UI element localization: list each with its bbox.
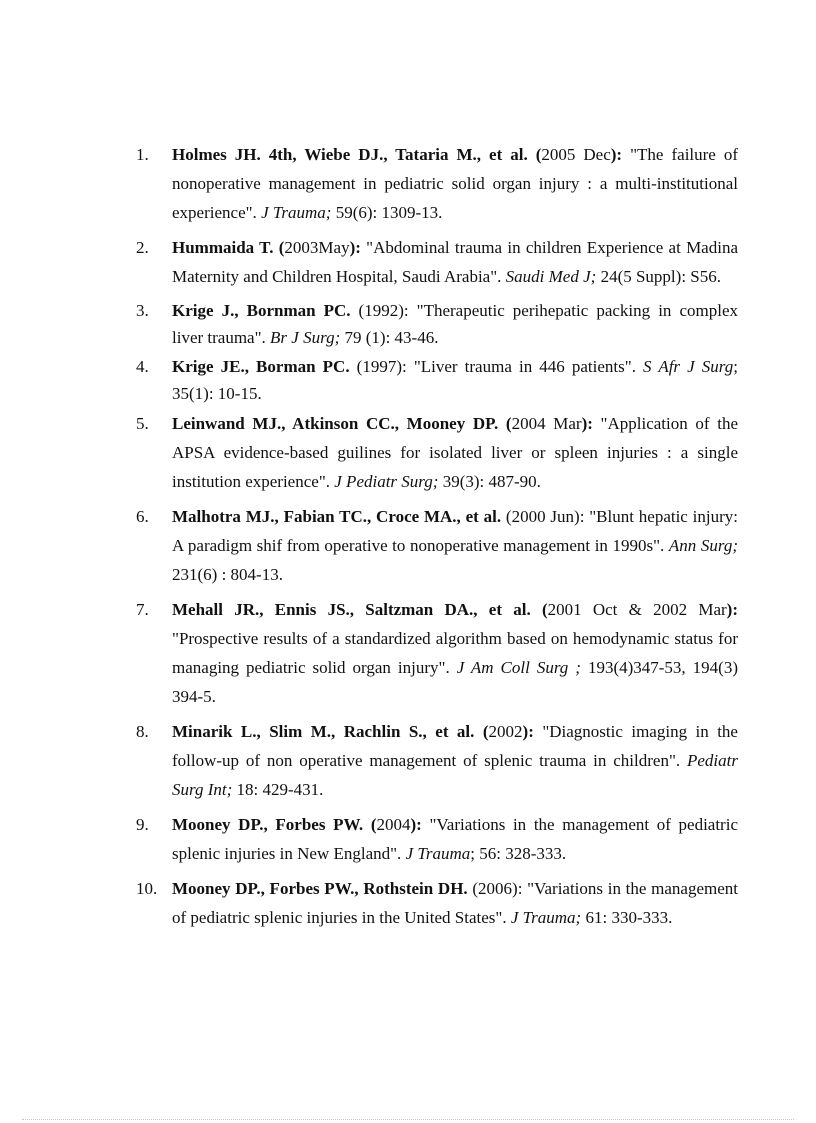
reference-authors: Mooney DP., Forbes PW., Rothstein DH. (172, 879, 468, 898)
reference-journal: Pediatr Surg Int; (172, 751, 738, 799)
reference-number: 5. (136, 414, 149, 433)
reference-date: 2004 Mar (511, 414, 582, 433)
reference-separator: ): (581, 414, 601, 433)
reference-item (136, 874, 738, 932)
reference-date: 2001 Oct & 2002 Mar (547, 600, 727, 619)
reference-number: 9. (136, 815, 149, 834)
reference-authors: Leinwand MJ., Atkinson CC., Mooney DP. ( (172, 414, 512, 433)
reference-separator: ): (349, 238, 367, 257)
page-bottom-rule (22, 1119, 794, 1120)
reference-title: "Variations in the management of pediatric splenic injuries in the United States". (172, 879, 738, 927)
reference-separator: ): (522, 722, 543, 741)
reference-separator: : (517, 879, 528, 898)
reference-title: "Prospective results of a standardized algorithm based on hemodynamic status for managing pediatric solid organ injury". (172, 629, 738, 677)
reference-number: 1. (136, 145, 149, 164)
reference-title: "Diagnostic imaging in the follow-up of non operative management of splenic trauma in children". (172, 722, 738, 770)
reference-authors: Holmes JH. 4th, Wiebe DJ., Tataria M., et al. ( (172, 145, 542, 164)
reference-item (136, 140, 738, 227)
reference-item (136, 502, 738, 589)
reference-date: (1992) (350, 301, 404, 320)
reference-journal: J Trauma; (510, 908, 582, 927)
reference-date: 2003May (284, 238, 350, 257)
reference-number: 3. (136, 301, 149, 320)
reference-item (136, 810, 738, 868)
reference-number: 6. (136, 507, 149, 526)
reference-journal: J Am Coll Surg ; (456, 658, 581, 677)
reference-number: 4. (136, 357, 149, 376)
reference-date: (2006) (467, 879, 518, 898)
reference-details: ; 56: 328-333. (470, 844, 567, 863)
reference-authors: Mehall JR., Ennis JS., Saltzman DA., et al. ( (172, 600, 548, 619)
reference-details: 61: 330-333. (581, 908, 673, 927)
reference-separator: : (403, 301, 417, 320)
reference-authors: Minarik L., Slim M., Rachlin S., et al. ( (172, 722, 489, 741)
reference-item (136, 297, 738, 351)
reference-number: 8. (136, 722, 149, 741)
reference-date: (2000 Jun) (501, 507, 580, 526)
reference-details: 193(4)347-53, 194(3) 394-5. (172, 658, 738, 706)
reference-date: 2002 (488, 722, 523, 741)
reference-title: "The failure of nonoperative management in pediatric solid organ injury : a multi-institutional experience". (172, 145, 739, 222)
reference-number: 7. (136, 600, 149, 619)
reference-separator: ): (610, 145, 631, 164)
reference-item (136, 353, 738, 407)
reference-details: ; 35(1): 10-15. (172, 357, 738, 403)
reference-journal: Saudi Med J; (505, 267, 597, 286)
reference-details: 39(3): 487-90. (438, 472, 541, 491)
reference-separator: : (402, 357, 414, 376)
reference-item (136, 409, 738, 496)
reference-details: 231(6) : 804-13. (172, 565, 283, 584)
reference-authors: Mooney DP., Forbes PW. ( (172, 815, 377, 834)
reference-details: 18: 429-431. (232, 780, 324, 799)
reference-item (136, 595, 738, 711)
reference-date: (1997) (349, 357, 402, 376)
reference-journal: J Trauma (405, 844, 471, 863)
reference-item (136, 233, 738, 291)
reference-details: 79 (1): 43-46. (340, 328, 439, 347)
reference-item (136, 717, 738, 804)
reference-title: "Variations in the management of pediatric splenic injuries in New England". (172, 815, 738, 863)
reference-title: "Application of the APSA evidence-based guilines for isolated liver or spleen injuries : a single institution experience". (172, 414, 738, 491)
reference-journal: S Afr J Surg (643, 357, 734, 376)
reference-separator: : (579, 507, 590, 526)
reference-authors: Hummaida T. ( (172, 238, 285, 257)
reference-title: "Therapeutic perihepatic packing in complex liver trauma". (172, 301, 738, 347)
reference-separator: ): (410, 815, 430, 834)
reference-journal: J Trauma; (261, 203, 332, 222)
reference-date: 2005 Dec (541, 145, 611, 164)
reference-title: "Liver trauma in 446 patients". (413, 357, 644, 376)
reference-list (136, 140, 738, 938)
reference-number: 2. (136, 238, 149, 257)
reference-separator: ): (726, 600, 738, 619)
reference-number: 10. (136, 879, 158, 898)
reference-authors: Krige J., Bornman PC. (172, 301, 351, 320)
reference-title: "Abdominal trauma in children Experience at Madina Maternity and Children Hospital, Saudi Arabia". (172, 238, 738, 286)
reference-journal: J Pediatr Surg; (334, 472, 439, 491)
reference-details: 59(6): 1309-13. (331, 203, 443, 222)
reference-authors: Malhotra MJ., Fabian TC., Croce MA., et al. (172, 507, 502, 526)
reference-date: 2004 (376, 815, 411, 834)
reference-authors: Krige JE., Borman PC. (172, 357, 350, 376)
reference-journal: Br J Surg; (270, 328, 341, 347)
reference-journal: Ann Surg; (668, 536, 738, 555)
reference-details: 24(5 Suppl): S56. (596, 267, 721, 286)
reference-title: "Blunt hepatic injury: A paradigm shif from operative to nonoperative management in 1990s". (172, 507, 738, 555)
